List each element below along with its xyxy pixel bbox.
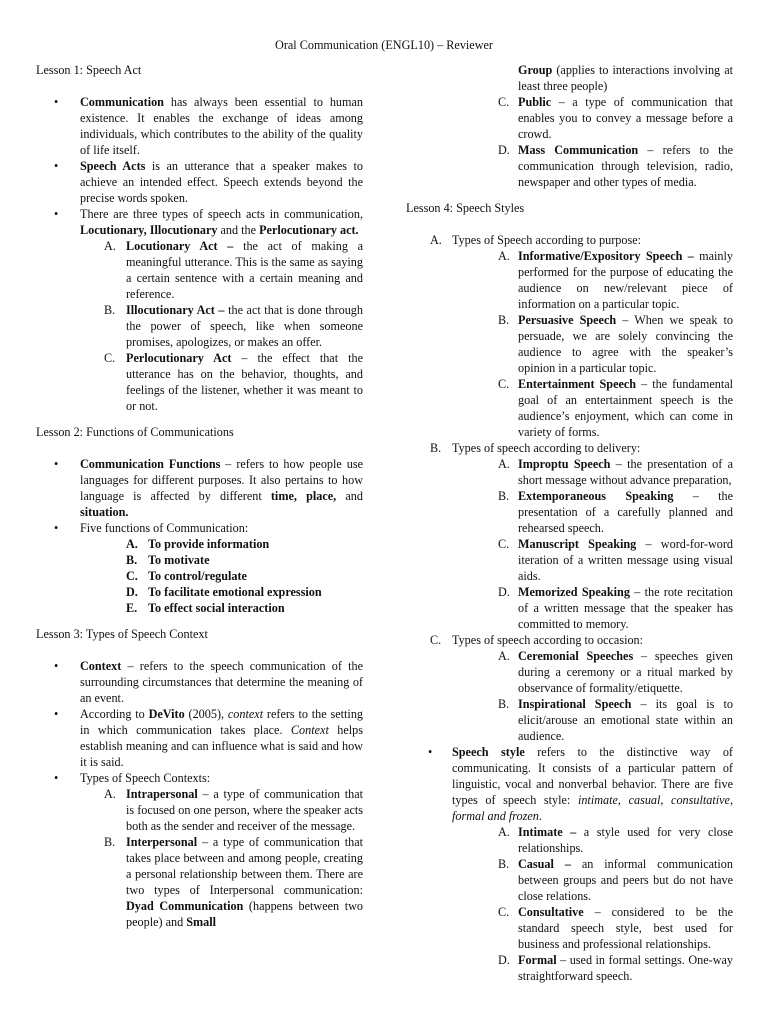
term: Intimate – [518,825,577,839]
label: C. [498,95,510,109]
label: A. [498,649,510,663]
term: Entertainment Speech [518,377,637,391]
italic-text: context [227,707,264,721]
text: has always been essential to human existence. It enables the exchange of ideas among individuals, which contributes to the ability of the quality of life itself. [80,95,363,157]
text: (happens between two people) and [126,899,363,929]
bullet-devito: • According to DeVito (2005), context refers to the setting in which communication takes place. Context helps establish meaning and can influence what is said and how it is said. [54,707,364,769]
label: A. [430,233,442,247]
label: C. [126,569,138,583]
term: Perlocutionary Act [126,351,232,365]
text: – When we speak to persuade, we are solely convincing the audience to agree with the speaker’s opinion in a particular topic. [518,313,733,375]
term: DeVito [148,707,185,721]
label: B. [498,313,510,327]
text: helps establish meaning and can influence what is said and how it is said. [80,723,363,769]
label: C. [104,351,116,365]
label: A. [104,787,116,801]
list-item [406,696,733,744]
text: Types of Speech according to purpose: [452,233,642,247]
text: To provide information [148,537,270,551]
text: a style used for very close relationships. [518,825,733,855]
text: – refers to the communication through television, radio, newspaper and other types of media. [518,143,734,189]
text: To facilitate emotional expression [148,585,322,599]
text: an informal communication between groups and peers but do not have close relations. [518,857,733,903]
right-column [406,62,733,984]
term: Mass Communication [518,143,639,157]
term: Illocutionary Act – [126,303,225,317]
text: – the rote recitation of a written message that the speaker has committed to memory. [518,585,733,631]
text: – word-for-word iteration of a written message using visual aids. [518,537,733,583]
term: Public [518,95,552,109]
label: D. [498,143,510,157]
term: Dyad Communication [126,899,244,913]
text: – used in formal settings. One-way straightforward speech. [518,953,733,983]
label: A. [126,537,138,551]
term: Persuasive Speech [518,313,617,327]
term: Speech Acts [80,159,146,173]
term: Informative/Expository Speech – [518,249,694,263]
list-item [406,232,733,248]
label: C. [498,537,510,551]
text: – its goal is to elicit/arouse an emotional state within an audience. [518,697,733,743]
term: Ceremonial Speeches [518,649,634,663]
label: B. [498,857,510,871]
list-item [406,312,733,376]
list-item [406,376,733,440]
list-item [36,350,363,414]
text: – a type of communication that is focused on one person, where the speaker acts both as the sender and receiver of the message. [126,787,363,833]
text: – considered to be the standard speech style, best used for business and professional relationships. [518,905,733,951]
lesson-3-title: Lesson 3: Types of Speech Context [36,627,208,641]
label: A. [498,249,510,263]
bullet-speech-style: • Speech style refers to the distinctive way of communicating. It consists of a particular pattern of linguistic, vocal and nonverbal behavior. There are five types of speech style: intimate, casual, consultative, formal and frozen. [428,745,733,823]
text: To motivate [148,553,210,567]
label: A. [498,457,510,471]
label: B. [498,489,510,503]
list-item [36,536,363,552]
italic-text: intimate, casual, consultative, formal and frozen [452,793,733,823]
label: A. [498,825,510,839]
lesson-4-title: Lesson 4: Speech Styles [406,201,525,215]
text: is an utterance that a speaker makes to achieve an intended effect. Speech extends beyond the precise words spoken. [80,159,364,205]
text: Types of Speech Contexts: [80,771,211,785]
left-column [36,62,363,930]
term: Intrapersonal [126,787,198,801]
label: B. [104,835,116,849]
text: (2005), [184,707,228,721]
term: Locutionary, Illocutionary [80,223,218,237]
list-item [406,440,733,456]
label: C. [430,633,442,647]
list-item [406,632,733,648]
text: refers to the distinctive way of communicating. It consists of a particular pattern of linguistic, vocal and nonverbal behavior. There are five types of speech style: [452,745,733,807]
label: C. [498,905,510,919]
term: Interpersonal [126,835,198,849]
list-item [406,952,733,984]
text: – the effect that the utterance has on the behavior, thoughts, and feelings of the listener, whether it was meant to or not. [126,351,363,413]
list-item [36,552,363,568]
label: A. [104,239,116,253]
text: Types of speech according to delivery: [452,441,641,455]
term: Communication [80,95,164,109]
bullet-context-types: • Types of Speech Contexts: [54,771,211,785]
term: Casual – [518,857,571,871]
text: and the [217,223,260,237]
list-item [406,142,733,190]
list-item [406,488,733,536]
term: Memorized Speaking [518,585,630,599]
list-item [36,600,363,616]
lesson-1-title: Lesson 1: Speech Act [36,63,142,77]
list-item [406,248,733,312]
list-item [36,302,363,350]
term: Extemporaneous Speaking [518,489,674,503]
list-item [36,834,363,930]
label: D. [126,585,138,599]
term: Inspirational Speech [518,697,632,711]
text: According to [80,707,149,721]
label: C. [498,377,510,391]
text: . [538,809,542,823]
label: E. [126,601,138,615]
text: – a type of communication that enables you to convey a message before a crowd. [518,95,733,141]
list-item [406,456,733,488]
lesson-2-title: Lesson 2: Functions of Communications [36,425,234,439]
term: situation. [80,505,129,519]
text: Five functions of Communication: [80,521,249,535]
text: (applies to interactions involving at least three people) [518,63,733,93]
bullet-communication: • Communication has always been essential to human existence. It enables the exchange of ideas among individuals, which contributes to the ability of the quality of life itself. [54,95,363,157]
list-item [36,568,363,584]
term: Consultative [518,905,584,919]
text: the act of making a meaningful utterance. This is the same as saying a certain sentence with a certain meaning and reference. [126,239,364,301]
term: Perlocutionary act. [259,223,359,237]
term: Small [186,915,217,929]
list-item [406,904,733,952]
text: Types of speech according to occasion: [452,633,644,647]
list-item [406,648,733,696]
list-item [406,62,733,94]
list-item [406,536,733,584]
list-item [406,824,733,856]
term: Locutionary Act – [126,239,234,253]
text: – refers to the speech communication of the surrounding circumstances that determine the meaning of an event. [80,659,363,705]
text: mainly performed for the purpose of educating the audience on new/relevant piece of information on a particular topic. [518,249,733,311]
text: – the presentation of a short message without advance preparation, [518,457,734,487]
text: – speeches given during a ceremony or a ritual marked by observance of formality/etiquette. [518,649,733,695]
bullet-speech-acts: • Speech Acts is an utterance that a speaker makes to achieve an intended effect. Speech extends beyond the precise words spoken. [54,159,364,205]
list-item [406,94,733,142]
list-item [36,238,363,302]
label: D. [498,953,510,967]
term: Manuscript Speaking [518,537,637,551]
label: B. [430,441,442,455]
term: Communication Functions [80,457,221,471]
list-item [36,786,363,834]
term: Formal [518,953,557,967]
bullet-speech-act-types: • There are three types of speech acts in communication, Locutionary, Illocutionary and the Perlocutionary act. [54,207,363,237]
label: B. [126,553,138,567]
bullet-context: • Context – refers to the speech communication of the surrounding circumstances that determine the meaning of an event. [54,659,363,705]
text: – the fundamental goal of an entertainment speech is the audience’s enjoyment, which can come in variety of forms. [518,377,733,439]
list-item [36,584,363,600]
italic-text: Context [290,723,329,737]
text: – refers to how people use languages for different purposes. It also pertains to how language is affected by different [80,457,363,503]
text: refers to the setting in which communication takes place. [80,707,364,737]
term: Context [80,659,122,673]
text: – the presentation of a carefully planned and rehearsed speech. [518,489,733,535]
term: Improptu Speech [518,457,611,471]
list-item [406,856,733,904]
text: To effect social interaction [148,601,285,615]
page-title: Oral Communication (ENGL10) – Reviewer [275,38,493,52]
term: Group [518,63,553,77]
label: B. [498,697,510,711]
bullet-communication-functions: • Communication Functions – refers to how people use languages for different purposes. It also pertains to how language is affected by different time, place, and situation. [54,457,363,519]
bullet-five-functions: • Five functions of Communication: [54,521,249,535]
label: B. [104,303,116,317]
text: There are three types of speech acts in communication, [80,207,363,221]
text: and [336,489,363,503]
text: To control/regulate [148,569,247,583]
list-item [406,584,733,632]
text: the act that is done through the power of speech, like when someone promises, apologizes, or makes an offer. [126,303,363,349]
text: – a type of communication that takes place between and among people, creating a personal relationship between them. There are two types of Interpersonal communication: [126,835,363,897]
term: Speech style [452,745,525,759]
term: time, place, [270,489,337,503]
label: D. [498,585,510,599]
